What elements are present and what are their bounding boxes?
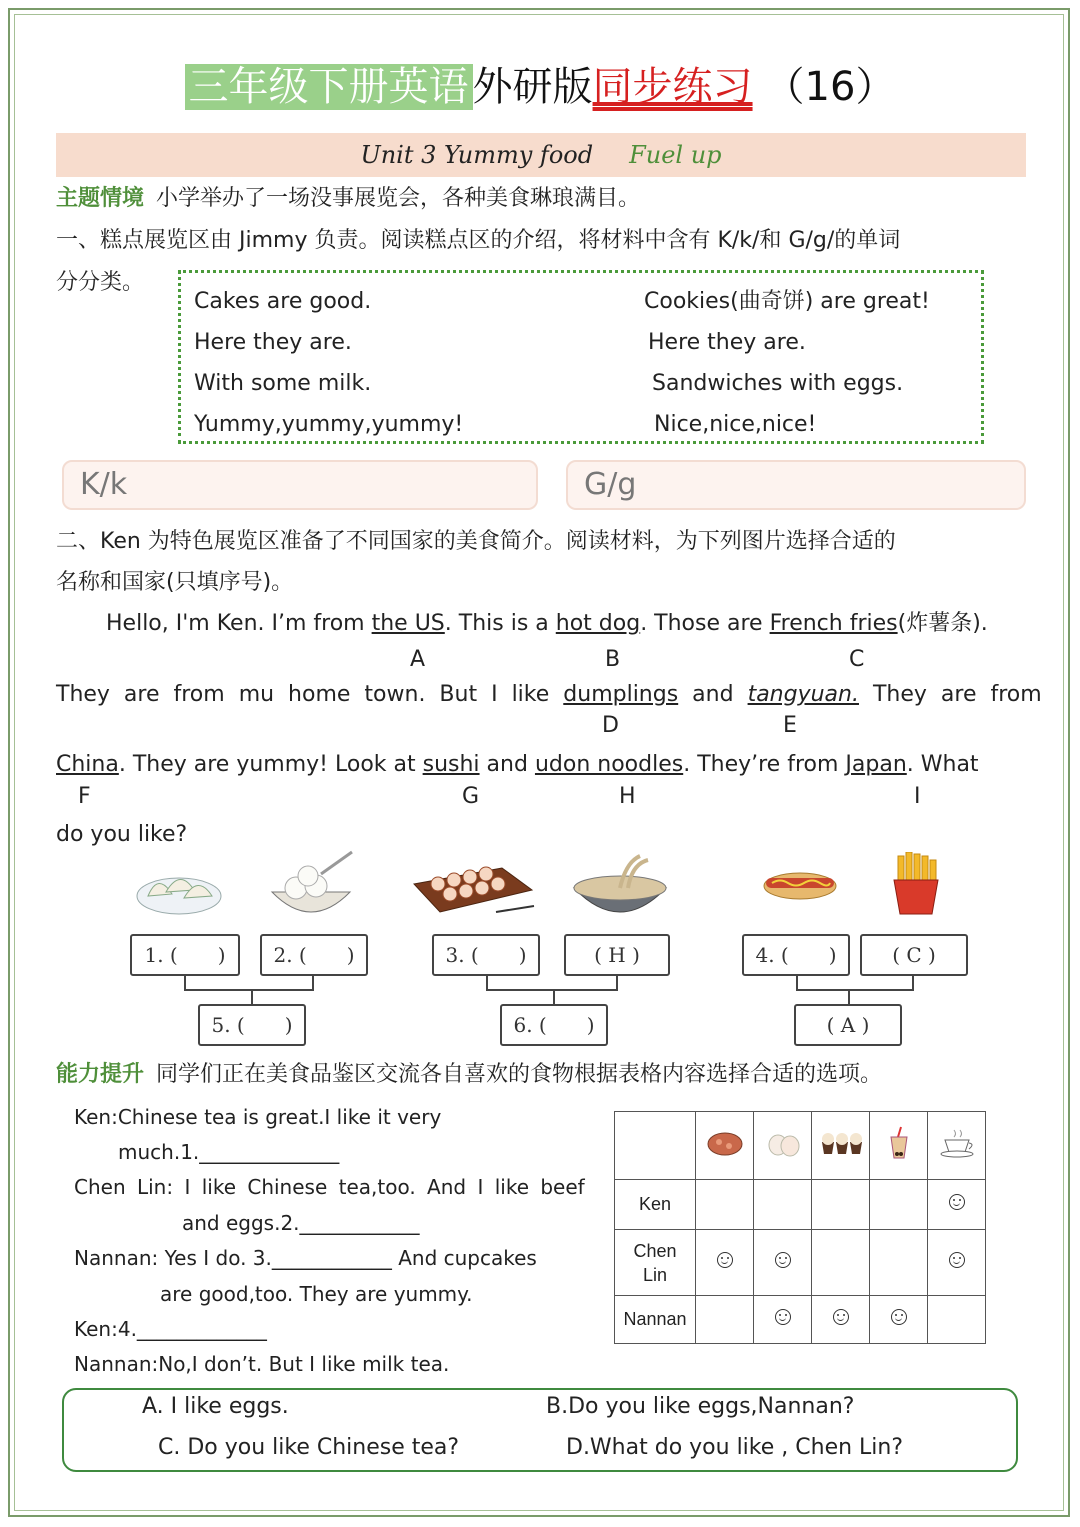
- header-cupcakes-icon: [812, 1112, 870, 1180]
- mark-cell: [696, 1230, 754, 1296]
- connector: [616, 976, 618, 990]
- row-name-ken: Ken: [615, 1180, 696, 1230]
- sushi-image: [410, 850, 536, 920]
- unit-title: Unit 3 Yummy food: [360, 141, 594, 169]
- word-d: dumplings: [563, 682, 679, 707]
- answer-box-us-country[interactable]: ( A ): [794, 1004, 902, 1046]
- passage-text: They are from: [858, 682, 1042, 707]
- passage-text: . They’re from: [683, 752, 846, 777]
- label-b: B: [605, 647, 621, 672]
- page-title: [0, 52, 1080, 122]
- header-empty-cell: [615, 1112, 696, 1180]
- header-eggs-icon: [754, 1112, 812, 1180]
- mark-cell: [928, 1180, 986, 1230]
- word-c: French fries: [769, 611, 898, 636]
- connector: [184, 989, 314, 991]
- label-g: G: [462, 784, 480, 809]
- option-c[interactable]: C. Do you like Chinese tea?: [158, 1435, 460, 1460]
- mark-cell: [812, 1230, 870, 1296]
- label-c: C: [849, 647, 865, 672]
- word-g: sushi: [422, 752, 480, 777]
- mark-cell: [928, 1230, 986, 1296]
- poem-left-4: Yummy,yummy,yummy!: [194, 412, 464, 437]
- dialog-line-6: are good,too. They are yummy.: [160, 1282, 473, 1306]
- passage-line1: [106, 609, 988, 639]
- title-grade: 三年级下册英语: [185, 64, 473, 110]
- label-h: H: [619, 784, 636, 809]
- connector: [312, 976, 314, 990]
- mark-cell: [928, 1296, 986, 1344]
- q2-instruction-line1: 二、Ken 为特色展览区准备了不同国家的美食简介。阅读材料，为下列图片选择合适的: [56, 529, 896, 554]
- q3-tag: 能力提升: [56, 1062, 145, 1087]
- answer-box-5[interactable]: 5. ( ): [198, 1004, 306, 1046]
- connector: [553, 990, 555, 1004]
- mark-cell: [754, 1230, 812, 1296]
- header-beef-icon: [696, 1112, 754, 1180]
- word-h: udon noodles: [534, 752, 684, 777]
- connector: [184, 976, 186, 990]
- q2-instruction-line2: 名称和国家(只填序号)。: [56, 570, 294, 595]
- theme-line: [56, 184, 640, 214]
- connector: [486, 989, 618, 991]
- connector: [796, 976, 798, 990]
- passage-text: . Those are: [640, 611, 770, 636]
- hot-dog-image: [760, 864, 840, 904]
- passage-text: They are from mu home town. But I like: [56, 682, 564, 707]
- poem-right-1: Cookies(曲奇饼) are great!: [644, 289, 930, 314]
- tangyuan-image: [266, 848, 356, 928]
- smiley-icon: [949, 1194, 965, 1210]
- option-b[interactable]: B.Do you like eggs,Nannan?: [546, 1394, 855, 1419]
- dialog-line-5: Nannan: Yes I do. 3.____________ And cupcakes: [74, 1246, 537, 1270]
- smiley-icon: [775, 1309, 791, 1325]
- smiley-icon: [717, 1252, 733, 1268]
- q3-text: 同学们正在美食品鉴区交流各自喜欢的食物根据表格内容选择合适的选项。: [156, 1062, 883, 1087]
- poem-right-3: Sandwiches with eggs.: [652, 371, 904, 396]
- unit-bar: [56, 133, 1026, 177]
- dialog-line-7: Ken:4._____________: [74, 1317, 267, 1341]
- option-d[interactable]: D.What do you like , Chen Lin?: [566, 1435, 904, 1460]
- q3-instruction: [56, 1060, 882, 1090]
- title-publisher: 外研版: [472, 64, 593, 110]
- label-i: I: [914, 784, 921, 809]
- passage-text: and: [678, 682, 748, 707]
- dumplings-image: [134, 856, 224, 918]
- passage-text: Hello, I'm Ken. I’m from: [106, 611, 372, 636]
- answer-box-fries-name[interactable]: ( C ): [860, 934, 968, 976]
- q1-instruction-line2: 分分类。: [56, 270, 145, 295]
- unit-subtitle: Fuel up: [629, 141, 722, 169]
- dialog-line-3: Chen Lin: I like Chinese tea,too. And I like beef: [74, 1175, 585, 1199]
- title-number: （16）: [764, 64, 896, 110]
- smiley-icon: [775, 1252, 791, 1268]
- answer-box-g[interactable]: G/g: [566, 460, 1026, 510]
- connector: [796, 989, 914, 991]
- answer-box-1[interactable]: 1. ( ): [130, 934, 240, 976]
- answer-box-6[interactable]: 6. ( ): [500, 1004, 608, 1046]
- theme-tag: 主题情境: [56, 186, 145, 211]
- answer-box-udon-name[interactable]: ( H ): [564, 934, 670, 976]
- answer-box-k[interactable]: K/k: [62, 460, 538, 510]
- connector: [848, 990, 850, 1004]
- poem-left-1: Cakes are good.: [194, 289, 372, 314]
- theme-text: 小学举办了一场没事展览会，各种美食琳琅满目。: [156, 186, 641, 211]
- passage-text: . What: [906, 752, 979, 777]
- poem-left-2: Here they are.: [194, 330, 352, 355]
- row-name-chen-lin: [615, 1230, 696, 1296]
- passage-line3: [56, 750, 979, 780]
- udon-noodles-image: [570, 852, 670, 922]
- header-milk-tea-icon: [870, 1112, 928, 1180]
- answer-box-4[interactable]: 4. ( ): [742, 934, 850, 976]
- mark-cell: [696, 1180, 754, 1230]
- poem-left-3: With some milk.: [194, 371, 372, 396]
- connector: [912, 976, 914, 990]
- q1-instruction-line1: 一、糕点展览区由 Jimmy 负责。阅读糕点区的介绍，将材料中含有 K/k/和 G/g/的单词: [56, 228, 901, 253]
- passage-text: . This is a: [444, 611, 556, 636]
- smiley-icon: [949, 1252, 965, 1268]
- passage-line4: do you like?: [56, 822, 188, 847]
- mark-cell: [696, 1296, 754, 1344]
- passage-text: . They are yummy! Look at: [118, 752, 423, 777]
- passage-line2: [56, 680, 1042, 710]
- dialog-line-1: Ken:Chinese tea is great.I like it very: [74, 1105, 442, 1129]
- passage-text: and: [479, 752, 535, 777]
- word-f: China: [56, 752, 119, 777]
- smiley-icon: [891, 1309, 907, 1325]
- poem-right-2: Here they are.: [648, 330, 806, 355]
- mark-cell: [754, 1180, 812, 1230]
- mark-cell: [870, 1296, 928, 1344]
- label-a: A: [410, 647, 426, 672]
- mark-cell: [870, 1180, 928, 1230]
- dialog-line-8: Nannan:No,I don’t. But I like milk tea.: [74, 1352, 450, 1376]
- label-e: E: [783, 713, 797, 738]
- word-e: tangyuan.: [747, 682, 859, 707]
- passage-text: (炸薯条).: [897, 611, 988, 636]
- dialog-line-2: much.1.______________: [118, 1140, 340, 1164]
- label-f: F: [78, 784, 91, 809]
- word-b: hot dog: [555, 611, 641, 636]
- row-name-nannan: Nannan: [615, 1296, 696, 1344]
- answer-box-2[interactable]: 2. ( ): [260, 934, 368, 976]
- mark-cell: [754, 1296, 812, 1344]
- dialog-line-4: and eggs.2.____________: [182, 1211, 420, 1235]
- word-a: the US: [371, 611, 445, 636]
- label-d: D: [602, 713, 619, 738]
- smiley-icon: [833, 1309, 849, 1325]
- chen-lin-label: Chen Lin: [633, 1240, 677, 1285]
- connector: [486, 976, 488, 990]
- answer-box-3[interactable]: 3. ( ): [432, 934, 540, 976]
- title-practice: 同步练习: [592, 64, 753, 110]
- mark-cell: [812, 1180, 870, 1230]
- french-fries-image: [886, 852, 946, 916]
- mark-cell: [870, 1230, 928, 1296]
- header-chinese-tea-icon: [928, 1112, 986, 1180]
- poem-right-4: Nice,nice,nice!: [654, 412, 817, 437]
- mark-cell: [812, 1296, 870, 1344]
- word-i: Japan: [845, 752, 907, 777]
- connector: [251, 990, 253, 1004]
- food-preference-table: [614, 1111, 986, 1344]
- option-a[interactable]: A. I like eggs.: [142, 1394, 289, 1419]
